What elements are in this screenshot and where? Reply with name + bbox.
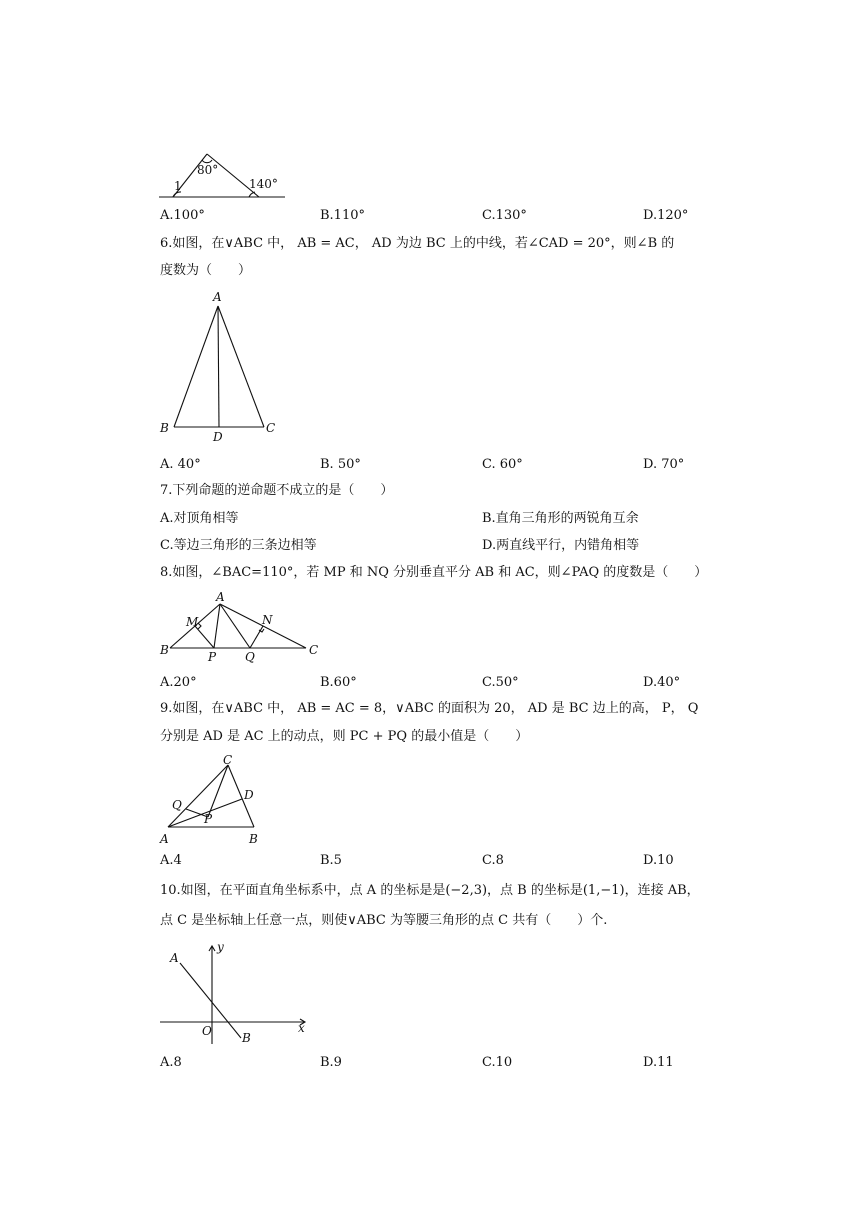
q8-label-m: M <box>186 615 199 629</box>
q6-label-a: A <box>213 290 222 304</box>
q5-angle-one-label: 1 <box>174 179 182 193</box>
q10-label-a: A <box>170 951 179 965</box>
q5-option-a[interactable]: A.100° <box>160 208 205 223</box>
q9-question-line2: 分别是 AD 是 AC 上的动点，则 PC + PQ 的最小值是（ ） <box>160 729 529 744</box>
q8-option-d[interactable]: D.40° <box>643 675 681 690</box>
q10-option-d[interactable]: D.11 <box>643 1055 674 1070</box>
q8-question-line1: 8.如图，∠BAC=110°，若 MP 和 NQ 分别垂直平分 AB 和 AC，则∠PAQ 的度数是（ ） <box>160 565 708 580</box>
q10-question-line1: 10.如图，在平面直角坐标系中，点 A 的坐标是是(−2,3)，点 B 的坐标是(1,−1)，连接 AB， <box>160 883 700 898</box>
q5-option-c[interactable]: C.130° <box>482 208 527 223</box>
q10-label-o: O <box>202 1024 212 1038</box>
q10-figure <box>155 940 315 1050</box>
q7-question-line1: 7.下列命题的逆命题不成立的是（ ） <box>160 483 394 498</box>
q6-label-d: D <box>213 430 223 444</box>
q5-option-b[interactable]: B.110° <box>320 208 365 223</box>
q8-option-c[interactable]: C.50° <box>482 675 519 690</box>
q10-label-x: x <box>298 1021 305 1035</box>
q8-label-p: P <box>208 650 217 664</box>
q6-figure <box>158 288 288 448</box>
q7-option-b[interactable]: B.直角三角形的两锐角互余 <box>482 511 639 526</box>
q6-option-b[interactable]: B. 50° <box>320 457 361 472</box>
q6-option-c[interactable]: C. 60° <box>482 457 523 472</box>
q8-figure <box>158 590 323 662</box>
q6-question-line2: 度数为（ ） <box>160 263 252 278</box>
q8-label-c: C <box>309 643 319 657</box>
q9-label-d: D <box>244 788 254 802</box>
q9-label-q: Q <box>172 798 182 812</box>
q10-option-c[interactable]: C.10 <box>482 1055 513 1070</box>
q6-label-c: C <box>266 421 276 435</box>
q9-option-c[interactable]: C.8 <box>482 853 504 868</box>
q9-figure <box>158 755 278 847</box>
q9-label-a: A <box>160 832 169 846</box>
q10-option-a[interactable]: A.8 <box>160 1055 182 1070</box>
q6-question-line1: 6.如图，在∨ABC 中， AB = AC， AD 为边 BC 上的中线，若∠CAD = 20°，则∠B 的 <box>160 236 675 251</box>
q8-option-a[interactable]: A.20° <box>160 675 197 690</box>
q9-option-d[interactable]: D.10 <box>643 853 674 868</box>
q5-angle-right-label: 140° <box>249 177 278 191</box>
q5-option-d[interactable]: D.120° <box>643 208 689 223</box>
q7-option-a[interactable]: A.对顶角相等 <box>160 511 239 526</box>
q6-label-b: B <box>160 421 169 435</box>
q9-question-line1: 9.如图，在∨ABC 中， AB = AC = 8，∨ABC 的面积为 20， AD 是 BC 边上的高， P， Q <box>160 701 699 716</box>
q10-question-line2: 点 C 是坐标轴上任意一点，则使∨ABC 为等腰三角形的点 C 共有（ ）个. <box>160 913 608 928</box>
q9-option-a[interactable]: A.4 <box>160 853 182 868</box>
q9-label-b: B <box>249 832 258 846</box>
q8-option-b[interactable]: B.60° <box>320 675 357 690</box>
q10-option-b[interactable]: B.9 <box>320 1055 342 1070</box>
q9-option-b[interactable]: B.5 <box>320 853 342 868</box>
q5-figure <box>155 150 295 202</box>
q10-label-b: B <box>242 1031 251 1045</box>
q7-option-c[interactable]: C.等边三角形的三条边相等 <box>160 538 317 553</box>
q10-label-y: y <box>217 940 224 954</box>
q6-option-a[interactable]: A. 40° <box>160 457 201 472</box>
q9-label-p: P <box>204 812 213 826</box>
q8-label-b: B <box>160 643 169 657</box>
q9-label-c: C <box>223 753 233 767</box>
q8-label-q: Q <box>245 650 255 664</box>
q5-angle-top-label: 80° <box>197 163 219 177</box>
q8-label-a: A <box>216 590 225 604</box>
q8-label-n: N <box>262 613 273 627</box>
q6-option-d[interactable]: D. 70° <box>643 457 685 472</box>
q7-option-d[interactable]: D.两直线平行，内错角相等 <box>482 538 640 553</box>
